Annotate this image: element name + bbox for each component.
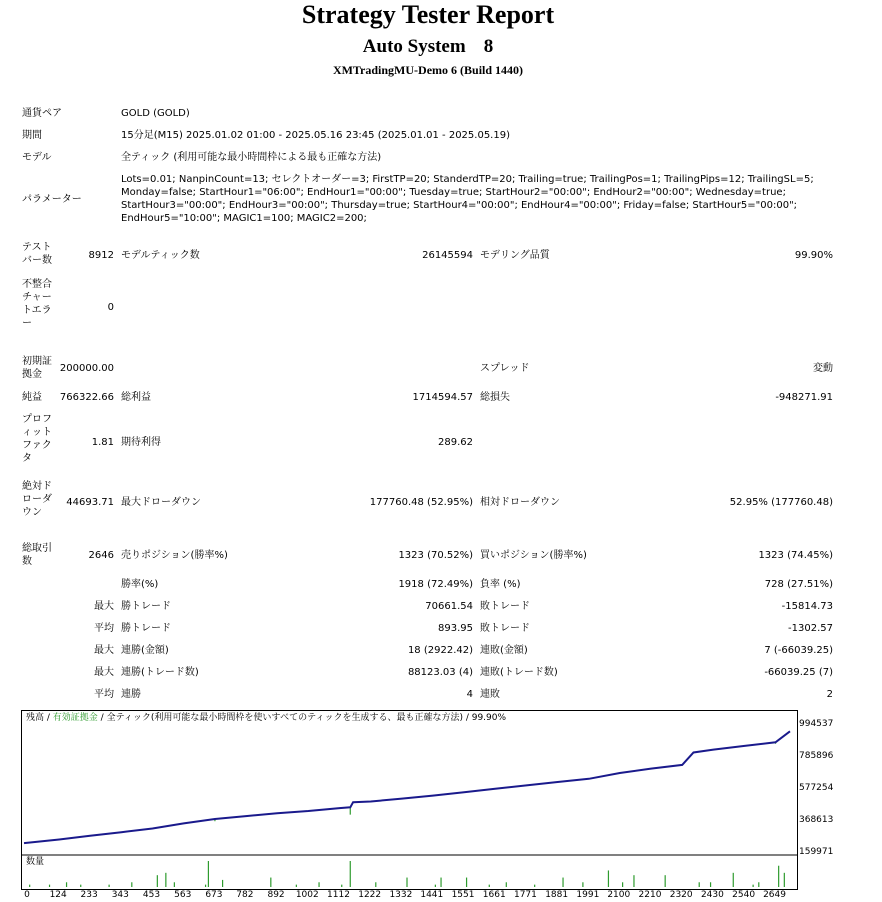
x-tick: 343 [111, 890, 129, 900]
symbol-label: 通貨ペア [22, 108, 62, 119]
x-tick: 233 [80, 890, 98, 900]
system-name [0, 36, 856, 58]
lossrate-label: 負率 (%) [480, 579, 521, 590]
avgconsloss-value: 2 [826, 689, 833, 700]
maxconsloss-value: 7 (-66039.25) [764, 645, 833, 656]
x-tick: 782 [236, 890, 254, 900]
netprofit-value: 766322.66 [59, 392, 114, 403]
netprofit-label: 純益 [22, 392, 42, 403]
params-line-2: Monday=false; StartHour1="06:00"; EndHour1="00:00"; Tuesday=true; StartHour2="00:00"; EndHour2="00:00"; Wednesday=true; [121, 187, 786, 198]
volume-label: 数量 [26, 857, 45, 867]
avgconswin-value: 4 [466, 689, 473, 700]
maxconswin-value: 18 (2922.42) [407, 645, 473, 656]
trades-label: 総取引 数 [22, 543, 52, 567]
x-tick: 124 [49, 890, 67, 900]
bestwin-value: 70661.54 [425, 601, 473, 612]
trades-value: 2646 [88, 550, 114, 561]
grossloss-label: 総損失 [480, 392, 510, 403]
legend-equity: 有効証拠金 [52, 713, 98, 723]
params-line-1: Lots=0.01; NanpinCount=13; セレクトオーダー=3; FirstTP=20; StanderdTP=20; Trailing=true; TrailingPos=1; TrailingPips=12; TrailingSL=5; [121, 174, 814, 185]
x-tick: 0 [24, 890, 30, 900]
legend-balance: 残高 [26, 713, 45, 723]
params-line-3: StartHour3="00:00"; EndHour3="00:00"; Thursday=true; StartHour4="00:00"; EndHour4="00:00"; Friday=false; StartHour5="00:00"; [121, 200, 798, 211]
account-info: XMTradingMU-Demo 6 (Build 1440) [332, 63, 524, 77]
avgwin-value: 893.95 [438, 623, 473, 634]
avgconsloss-label: 連敗 [480, 689, 500, 700]
x-tick: 892 [267, 890, 285, 900]
bestwin-label: 勝トレード [121, 601, 171, 612]
x-tick: 2100 [607, 890, 631, 900]
x-tick: 1771 [513, 890, 537, 900]
avg-label-1: 平均 [94, 623, 114, 634]
short-value: 1323 (70.52%) [398, 550, 473, 561]
balance-chart [21, 710, 798, 890]
deposit-label: 初期証 拠金 [22, 356, 52, 380]
maxdd-label: 最大ドローダウン [121, 497, 201, 508]
y-tick: 994537 [799, 719, 834, 729]
grossprofit-value: 1714594.57 [412, 392, 473, 403]
x-tick: 453 [142, 890, 161, 900]
winrate-label: 勝率(%) [121, 579, 159, 590]
mismatch-value: 0 [107, 302, 114, 313]
avg-label-2: 平均 [94, 689, 114, 700]
balance-line [24, 731, 790, 843]
worstloss-value: -15814.73 [781, 601, 833, 612]
x-tick: 673 [205, 890, 223, 900]
mismatch-label: 不整合 チャー トエラ ー [22, 279, 52, 329]
maxdd-value: 177760.48 (52.95%) [369, 497, 473, 508]
bars-label: テスト バー数 [22, 242, 52, 266]
x-tick: 1332 [389, 890, 413, 900]
y-tick: 785896 [799, 751, 834, 761]
spread-label: スプレッド [480, 363, 530, 374]
reldd-value: 52.95% (177760.48) [729, 497, 833, 508]
expected-value: 289.62 [438, 437, 473, 448]
worstloss-label: 敗トレード [480, 601, 530, 612]
y-tick: 159971 [799, 847, 834, 857]
pf-value: 1.81 [91, 437, 114, 448]
model-value: 全ティック (利用可能な最小時間枠による最も正確な方法) [121, 152, 382, 163]
max-label-3: 最大 [94, 667, 114, 678]
pf-label: プロフ ィット ファク タ [22, 414, 52, 464]
maxconsloss-label: 連敗(金額) [480, 645, 528, 656]
ticks-value: 26145594 [422, 250, 473, 261]
max-label-2: 最大 [94, 645, 114, 656]
lossrate-value: 728 (27.51%) [764, 579, 833, 590]
bars-value: 8912 [88, 250, 114, 261]
maxconsprofit-value: 88123.03 (4) [407, 667, 473, 678]
winrate-value: 1918 (72.49%) [398, 579, 473, 590]
x-tick: 563 [174, 890, 192, 900]
short-label: 売りポジション(勝率%) [121, 550, 228, 561]
avgwin-label: 勝トレード [121, 623, 171, 634]
x-tick: 1112 [327, 890, 350, 900]
x-tick: 1441 [420, 890, 444, 900]
legend-desc: 全ティック(利用可能な最小時間枠を使いすべてのティックを生成する、最も正確な方法) [106, 713, 463, 723]
system-number: 8 [483, 36, 494, 57]
reldd-label: 相対ドローダウン [480, 497, 560, 508]
maxconslossamt-value: -66039.25 (7) [764, 667, 833, 678]
params-label: パラメーター [22, 194, 82, 205]
avgloss-label: 敗トレード [480, 623, 530, 634]
x-tick: 2320 [669, 890, 693, 900]
report-title: Strategy Tester Report [301, 0, 555, 29]
quality-value: 99.90% [794, 250, 833, 261]
grossloss-value: -948271.91 [775, 392, 833, 403]
x-tick: 2649 [763, 890, 786, 900]
y-tick: 577254 [799, 783, 834, 793]
chart-legend [26, 713, 506, 724]
deposit-value: 200000.00 [59, 363, 114, 374]
max-label-1: 最大 [94, 601, 114, 612]
balance-chart-svg [22, 711, 797, 889]
x-tick: 1661 [482, 890, 506, 900]
avgloss-value: -1302.57 [788, 623, 833, 634]
legend-sep-3: / [462, 713, 472, 723]
ticks-label: モデルティック数 [121, 250, 200, 261]
expected-label: 期待利得 [121, 437, 161, 448]
model-label: モデル [22, 152, 52, 163]
period-label: 期間 [22, 130, 42, 141]
long-label: 買いポジション(勝率%) [480, 550, 587, 561]
x-tick: 1551 [451, 890, 475, 900]
spread-value: 変動 [813, 363, 833, 374]
x-tick: 2540 [732, 890, 756, 900]
legend-quality: 99.90% [471, 713, 507, 723]
absdd-value: 44693.71 [66, 497, 114, 508]
legend-sep-1: / [44, 713, 53, 723]
maxconslossamt-label: 連敗(トレード数) [480, 667, 558, 678]
avgconswin-label: 連勝 [121, 689, 141, 700]
x-tick: 2210 [638, 890, 662, 900]
x-tick: 1881 [545, 890, 569, 900]
params-line-4: EndHour5="10:00"; MAGIC1=100; MAGIC2=200; [121, 213, 367, 224]
maxconswin-label: 連勝(金額) [121, 645, 169, 656]
absdd-label: 絶対ド ローダ ウン [22, 481, 52, 518]
symbol-value: GOLD (GOLD) [121, 108, 190, 119]
x-tick: 1991 [576, 890, 600, 900]
grossprofit-label: 総利益 [121, 392, 151, 403]
period-value: 15分足(M15) 2025.01.02 01:00 - 2025.05.16 23:45 (2025.01.01 - 2025.05.19) [121, 130, 510, 141]
x-tick: 1002 [295, 890, 319, 900]
quality-label: モデリング品質 [480, 250, 550, 261]
y-tick: 368613 [799, 815, 834, 825]
legend-sep-2: / [97, 713, 107, 723]
maxconsprofit-label: 連勝(トレード数) [121, 667, 199, 678]
long-value: 1323 (74.45%) [758, 550, 833, 561]
system-name-text: Auto System [362, 36, 466, 57]
x-tick: 1222 [358, 890, 382, 900]
x-tick: 2430 [700, 890, 724, 900]
